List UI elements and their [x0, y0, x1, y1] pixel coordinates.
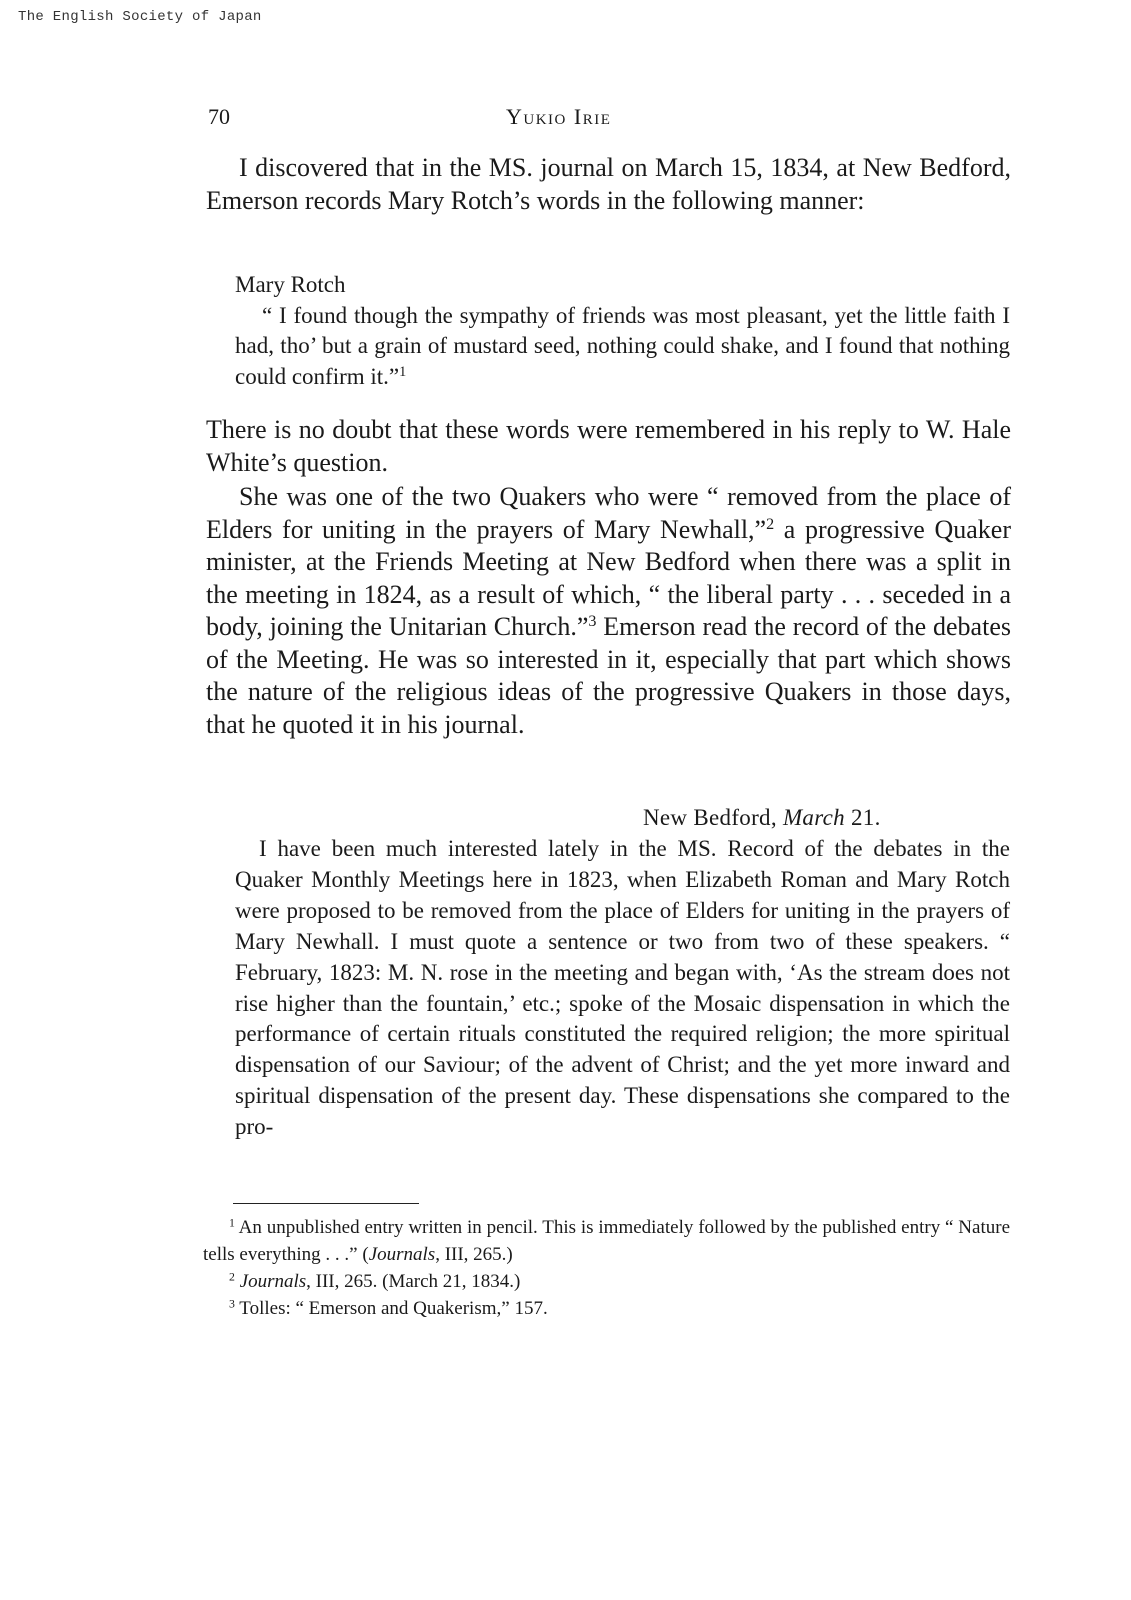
paragraph-3-part-b: a progressive Quaker minister, at the Friends Meeting at New Bedford when there was a split in the meeting in 1824, as a result of which, “ the liberal party . . . seceded in a body, joining the Unitarian Church.”	[206, 514, 1011, 641]
paragraph-3-body	[206, 481, 1011, 741]
watermark: The English Society of Japan	[18, 9, 262, 25]
quote-speaker: Mary Rotch	[235, 272, 346, 297]
paragraph-3	[206, 481, 1011, 741]
footnote-rule	[233, 1203, 419, 1204]
footnote-2-rest: , III, 265. (March 21, 1834.)	[306, 1271, 521, 1292]
block-quote-2: I have been much interested lately in the MS. Record of the debates in the Quaker Monthly Meetings here in 1823, when Elizabeth Roman and Mary Rotch were proposed to be removed from the place of Elders for uniting in the prayers of Mary Newhall. I must quote a sentence or two from two of these speakers. “ February, 1823: M. N. rose in the meeting and began with, ‘As the stream does not rise higher than the fountain,’ etc.; spoke of the Mosaic dispensation in which the performance of certain rituals constituted the required religion; the more spiritual dispensation of our Saviour; of the advent of Christ; and the yet more inward and spiritual dispensation of the present day. These dispensations she compared to the pro-	[235, 836, 1010, 1140]
dateline-month: March	[782, 805, 845, 830]
footnote-1-rest: , III, 265.)	[435, 1244, 513, 1265]
footnote-1-italic: Journals	[368, 1244, 436, 1265]
footnote-ref-2: 2	[766, 515, 775, 533]
footnote-3-text: Tolles: “ Emerson and Quakerism,” 157.	[234, 1298, 548, 1319]
quote-1-text: “ I found though the sympathy of friends was most pleasant, yet the little faith I had, tho’ but a grain of mustard seed, nothing could shake, and I found that nothing could confirm it.”	[235, 302, 1010, 389]
footnote-ref-1: 1	[399, 363, 407, 380]
footnote-3	[203, 1295, 1010, 1322]
paragraph-3-part-a: She was one of the two Quakers who were “ removed from the place of Elders for uniting in the prayers of Mary Newhall,”	[206, 482, 1011, 544]
footnote-1-text: An unpublished entry written in pencil. This is immediately followed by the published entry “ Nature tells everything . . .” (	[203, 1217, 1010, 1265]
paragraph-1	[206, 152, 1011, 217]
footnote-1-number: 1	[229, 1216, 235, 1230]
running-head: Yukio Irie	[506, 104, 612, 129]
page-number: 70	[208, 104, 230, 129]
footnote-2-italic: Journals	[239, 1271, 307, 1292]
footnotes	[203, 1214, 1010, 1322]
dateline-place: New Bedford,	[643, 805, 783, 830]
footnote-1	[203, 1214, 1010, 1268]
block-quote-1	[235, 270, 1010, 392]
quote-dateline	[643, 805, 881, 831]
paragraph-2	[206, 414, 1011, 479]
footnote-ref-3: 3	[588, 613, 597, 631]
paragraph-2-text: There is no doubt that these words were remembered in his reply to W. Hale White’s question.	[206, 415, 1011, 477]
footnote-2-number: 2	[229, 1270, 235, 1284]
paragraph-3-part-c: Emerson read the record of the debates of the Meeting. He was so interested in it, especially that part which shows the nature of the religious ideas of the progressive Quakers in those days, that he quoted it in his journal.	[206, 612, 1011, 739]
footnote-3-number: 3	[229, 1297, 235, 1311]
paragraph-1-text: I discovered that in the MS. journal on March 15, 1834, at New Bedford, Emerson records Mary Rotch’s words in the following manner:	[206, 153, 1011, 215]
quote-1-body	[235, 301, 1010, 393]
footnote-2	[203, 1268, 1010, 1295]
dateline-day: 21.	[844, 805, 881, 830]
